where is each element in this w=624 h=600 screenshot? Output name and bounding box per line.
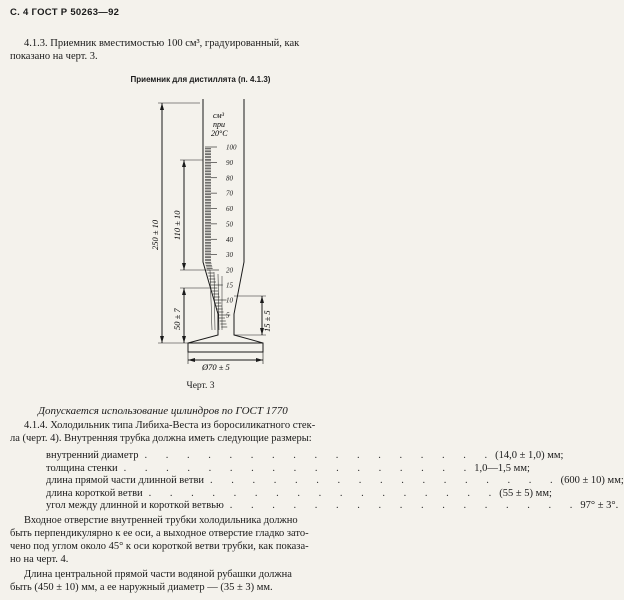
dimension-list <box>46 450 624 513</box>
dimension-label: угол между длинной и короткой ветвью <box>46 500 224 512</box>
unit-label-1: см³ <box>213 111 225 120</box>
dim-50-label: 50 ± 7 <box>172 308 182 330</box>
dimension-row: толщина стенки . . . . . . . . . . . . . . . . . 1,0—1,5 мм; <box>46 462 530 474</box>
paragraph-inlet-line2: быть перпендикулярно к ее оси, а выходное отверстие гладко зато- <box>10 528 309 539</box>
graduation-label: 10 <box>226 296 233 305</box>
graduation-label: 100 <box>226 143 237 152</box>
paragraph-4-1-3-line1: 4.1.3. Приемник вместимостью 100 см³, градуированный, как <box>24 38 300 49</box>
paragraph-4-1-4-line2: ла (черт. 4). Внутренняя трубка должна иметь следующие размеры: <box>10 433 312 444</box>
paragraph-4-1-3-line2: показано на черт. 3. <box>10 51 98 62</box>
dim-70-label: Ø70 ± 5 <box>202 362 230 372</box>
paragraph-inlet-line1: Входное отверстие внутренней трубки холодильника должно <box>24 515 298 526</box>
graduation-label: 90 <box>226 158 233 167</box>
allowed-note: Допускается использование цилиндров по ГОСТ 1770 <box>38 405 288 417</box>
paragraph-length-line2: быть (450 ± 10) мм, а ее наружный диаметр — (35 ± 3) мм. <box>10 582 273 593</box>
tube-base <box>188 343 263 352</box>
paragraph-inlet-line3: чено под углом около 45° к оси короткой ветви трубки, как показа- <box>10 541 309 552</box>
graduation-label: 70 <box>226 189 233 198</box>
dimension-value: (14,0 ± 1,0) мм; <box>495 450 564 461</box>
graduation-label: 40 <box>226 235 233 244</box>
dim-250-label: 250 ± 10 <box>150 219 160 250</box>
dimension-label: толщина стенки <box>46 462 118 474</box>
graduation-label: 20 <box>226 266 233 275</box>
figure-title: Приемник для дистиллята (п. 4.1.3) <box>130 75 271 84</box>
dimension-row: угол между длинной и короткой ветвью . . . . . . . . . . . . . . . . . 97° ± 3°. <box>46 500 619 512</box>
graduation-label: 30 <box>226 251 233 260</box>
dimension-row: внутренний диаметр . . . . . . . . . . . . . . . . . (14,0 ± 1,0) мм; <box>46 450 564 461</box>
dimension-value: (600 ± 10) мм; <box>560 475 624 487</box>
dimension-label: внутренний диаметр <box>46 450 139 461</box>
figure-caption: Черт. 3 <box>186 381 215 391</box>
graduation-label: 15 <box>226 281 233 290</box>
dimension-value: 1,0—1,5 мм; <box>474 462 530 474</box>
dimension-label: длина прямой части длинной ветви <box>46 475 205 487</box>
dimension-label: длина короткой ветви <box>46 487 143 499</box>
paragraph-4-1-4-line1: 4.1.4. Холодильник типа Либиха-Веста из боросиликатного стек- <box>24 420 316 431</box>
graduation-label: 50 <box>226 220 233 229</box>
graduation-label: 5 <box>226 311 230 320</box>
graduation-label: 60 <box>226 205 233 213</box>
dimension-row: длина короткой ветви . . . . . . . . . . . . . . . . . (55 ± 5) мм; <box>46 487 552 499</box>
dimension-value: 97° ± 3°. <box>580 500 619 512</box>
dimension-value: (55 ± 5) мм; <box>499 487 552 499</box>
unit-label-3: 20°С <box>211 129 228 138</box>
dim-110-label: 110 ± 10 <box>172 210 182 240</box>
paragraph-length-line1: Длина центральной прямой части водяной рубашки должна <box>24 569 292 580</box>
dimension-row: длина прямой части длинной ветви . . . . . . . . . . . . . . . . . (600 ± 10) мм; <box>46 475 624 487</box>
graduation-label: 80 <box>226 174 233 183</box>
page-header: С. 4 ГОСТ Р 50263—92 <box>10 7 120 18</box>
dim-15-label: 15 ± 5 <box>262 310 272 332</box>
graduation-labels <box>225 144 237 320</box>
unit-label-2: при <box>213 120 225 129</box>
paragraph-inlet-line4: но на черт. 4. <box>10 554 69 565</box>
